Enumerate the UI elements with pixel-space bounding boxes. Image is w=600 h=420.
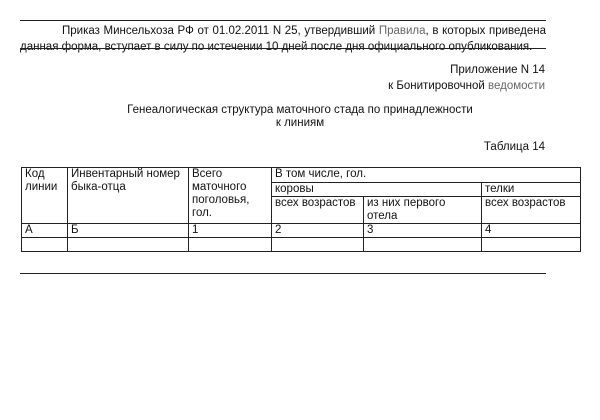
top-rule (20, 20, 546, 21)
appendix-ref-text: к Бонитировочной (388, 80, 489, 92)
rules-link[interactable]: Правила (378, 25, 426, 37)
appendix-ref (388, 78, 545, 94)
statement-link[interactable]: ведомости (488, 80, 545, 92)
table-cell (272, 238, 364, 252)
table-cell: 2 (272, 224, 364, 238)
header-including: В том числе, гол. (272, 168, 581, 183)
table-cell: 3 (364, 224, 482, 238)
header-cows-first-calving: из них первого отела (364, 197, 482, 224)
header-cows: коровы (272, 183, 482, 197)
header-sire: Инвентарный номер быка-отца (68, 168, 189, 224)
lineage-table (21, 167, 581, 252)
table-row-index (22, 224, 581, 238)
table-cell (482, 238, 581, 252)
title-line-2: к линиям (275, 117, 325, 129)
title-line-1: Генеалогическая структура маточного стада по принадлежности (127, 104, 473, 116)
header-total: Всего маточного поголовья, гол. (189, 168, 272, 224)
table-label: Таблица 14 (483, 141, 545, 153)
appendix-number: Приложение N 14 (450, 64, 545, 76)
table-row-empty (22, 238, 581, 252)
notice-text: Приказ Минсельхоза РФ от 01.02.2011 N 25, утвердивший (62, 25, 379, 37)
effective-date-notice (20, 23, 546, 55)
notice-text-end: , в которых приведена данная форма, вступает в силу по истечении 10 дней после дня официального опубликования. (20, 25, 547, 53)
header-code: Код линии (22, 168, 68, 224)
bottom-rule (20, 273, 546, 274)
table-cell: Б (68, 224, 189, 238)
header-heifers: телки (482, 183, 581, 197)
document-title (0, 104, 600, 130)
header-heifers-all-ages: всех возрастов (482, 197, 581, 224)
table-cell (68, 238, 189, 252)
header-cows-all-ages: всех возрастов (272, 197, 364, 224)
appendix-heading (388, 62, 545, 94)
table-cell (22, 238, 68, 252)
table-cell: А (22, 224, 68, 238)
table-cell (364, 238, 482, 252)
table-cell: 1 (189, 224, 272, 238)
table-cell (189, 238, 272, 252)
notice-rule (20, 48, 546, 49)
table-cell: 4 (482, 224, 581, 238)
